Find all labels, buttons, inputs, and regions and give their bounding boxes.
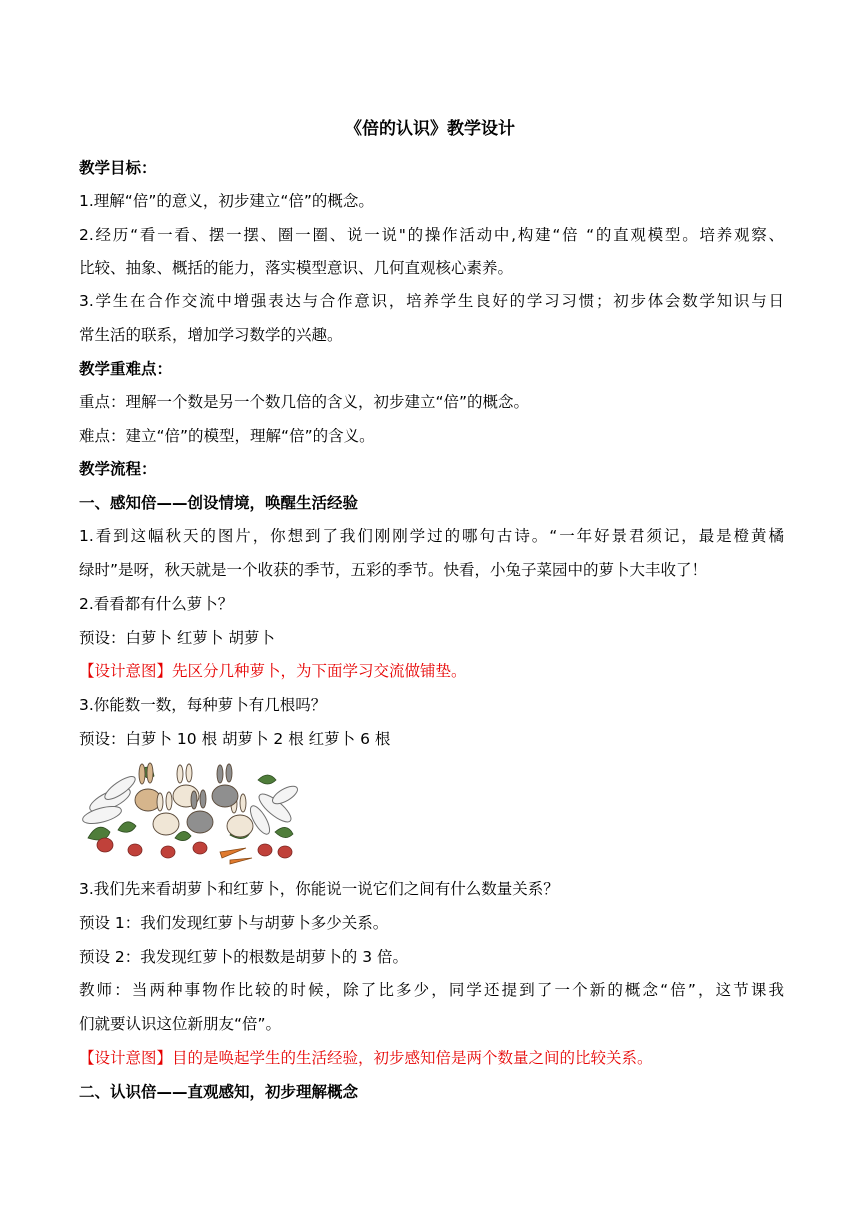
goal-1: 1.理解“倍”的意义，初步建立“倍”的概念。 [79, 192, 374, 210]
paragraph-1-line-1: 1.看到这幅秋天的图片，你想到了我们刚刚学过的哪句古诗。“一年好景君须记，最是橙黄橘 [79, 527, 784, 545]
teacher-line-1: 教师：当两种事物作比较的时候，除了比多少，同学还提到了一个新的概念“倍”，这节课我 [79, 981, 784, 999]
question-4-preset-2: 预设 2：我发现红萝卜的根数是胡萝卜的 3 倍。 [79, 948, 409, 966]
goal-3-line-2: 常生活的联系，增加学习数学的兴趣。 [79, 326, 343, 344]
question-3-preset: 预设：白萝卜 10 根 胡萝卜 2 根 红萝卜 6 根 [79, 730, 391, 748]
paragraph-1-line-2: 绿时”是呀，秋天就是一个收获的季节，五彩的季节。快看，小兔子菜园中的萝卜大丰收了！ [79, 561, 708, 579]
goal-2-line-2: 比较、抽象、概括的能力，落实模型意识、几何直观核心素养。 [79, 259, 514, 277]
question-2-preset: 预设：白萝卜 红萝卜 胡萝卜 [79, 629, 275, 647]
teacher-line-2: 们就要认识这位新朋友“倍”。 [79, 1015, 282, 1033]
difficulty-point: 难点：建立“倍”的模型，理解“倍”的含义。 [79, 427, 375, 445]
section-2-heading: 二、认识倍——直观感知，初步理解概念 [79, 1083, 359, 1101]
heading-teaching-flow: 教学流程： [79, 460, 157, 478]
section-1-heading: 一、感知倍——创设情境，唤醒生活经验 [79, 494, 359, 512]
document-title: 《倍的认识》教学设计 [345, 119, 515, 139]
goal-3-line-1: 3.学生在合作交流中增强表达与合作意识，培养学生良好的学习习惯；初步体会数学知识与日 [79, 292, 784, 310]
design-intent-1: 【设计意图】先区分几种萝卜，为下面学习交流做铺垫。 [79, 662, 467, 680]
question-3: 3.你能数一数，每种萝卜有几根吗？ [79, 696, 327, 714]
heading-key-points: 教学重难点： [79, 360, 173, 378]
heading-teaching-goals: 教学目标： [79, 159, 157, 177]
goal-2-line-1: 2.经历“看一看、摆一摆、圈一圈、说一说"的操作活动中,构建“倍 “的直观模型。培养观察、 [79, 226, 784, 244]
rabbits-radishes-illustration [80, 760, 300, 865]
question-2: 2.看看都有什么萝卜？ [79, 595, 234, 613]
question-4-preset-1: 预设 1：我们发现红萝卜与胡萝卜多少关系。 [79, 914, 389, 932]
key-point: 重点：理解一个数是另一个数几倍的含义，初步建立“倍”的概念。 [79, 393, 530, 411]
question-4: 3.我们先来看胡萝卜和红萝卜，你能说一说它们之间有什么数量关系？ [79, 880, 559, 898]
design-intent-2: 【设计意图】目的是唤起学生的生活经验，初步感知倍是两个数量之间的比较关系。 [79, 1049, 653, 1067]
